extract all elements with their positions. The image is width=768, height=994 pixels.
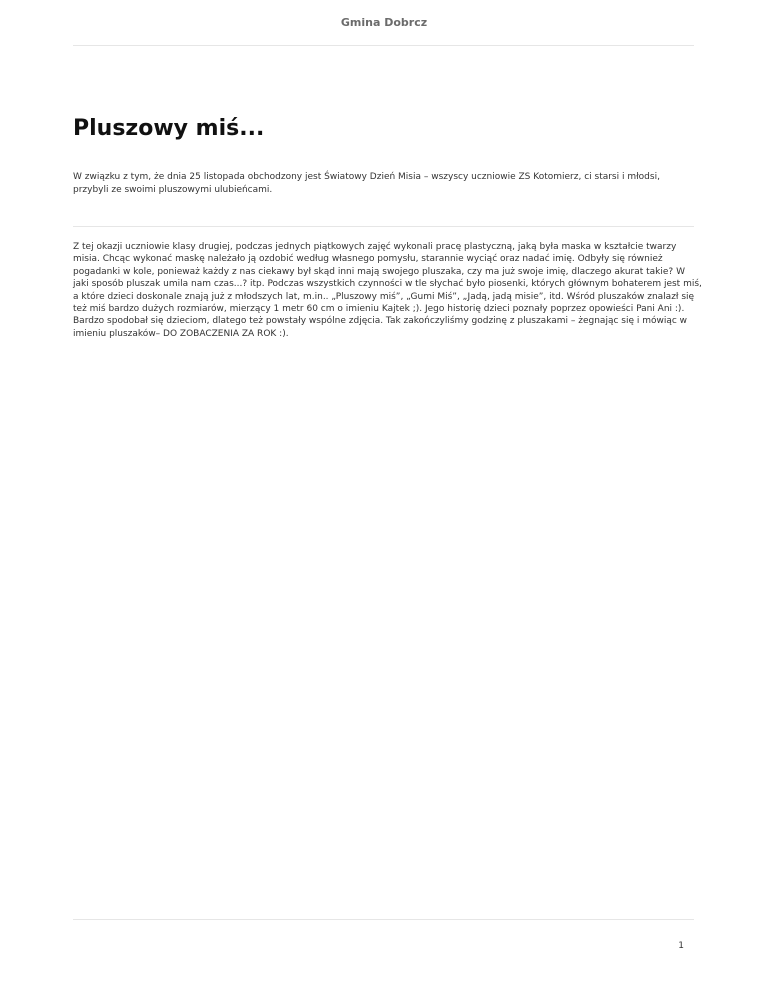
lead-divider xyxy=(73,226,694,227)
article-lead: W związku z tym, że dnia 25 listopada obchodzony jest Światowy Dzień Misia – wszyscy uczniowie ZS Kotomierz, ci starsi i młodsi, przybyli ze swoimi pluszowymi ulubieńcami. xyxy=(73,172,660,195)
header-divider xyxy=(73,45,694,46)
site-name: Gmina Dobrcz xyxy=(340,16,428,29)
page-number: 1 xyxy=(678,941,684,951)
footer-divider xyxy=(73,919,694,920)
article-body: Z tej okazji uczniowie klasy drugiej, podczas jednych piątkowych zajęć wykonali pracę plastyczną, jaką była maska w kształcie twarzy misia. Chcąc wykonać maskę należało ją ozdobić według własnego pomysłu, starannie wyciąć oraz nadać imię. Odbyły się również pogadanki w kole, ponieważ każdy z nas ciekawy był skąd inni mają swojego pluszaka, czy ma już swoje imię, dlaczego akurat takie? W jaki sposób pluszak umila nam czas...? itp. Podczas wszystkich czynności w tle słychać było piosenki, których głównym bohaterem jest miś, a które dzieci doskonale znają już z młodszych lat, m.in.. „Pluszowy miś”, „Gumi Miś”, „Jadą, jadą misie”, itd. Wśród pluszaków znalazł się też miś bardzo dużych rozmiarów, mierzący 1 metr 60 cm o imieniu Kajtek ;). Jego historię dzieci poznały poprzez opowieści Pani Ani :). Bardzo spodobał się dzieciom, dlatego też powstały wspólne zdjęcia. Tak zakończyliśmy godzinę z pluszakami – żegnając się i mówiąc w imieniu pluszaków– DO ZOBACZENIA ZA ROK :). xyxy=(73,242,702,339)
page-title: Pluszowy miś... xyxy=(73,116,265,141)
